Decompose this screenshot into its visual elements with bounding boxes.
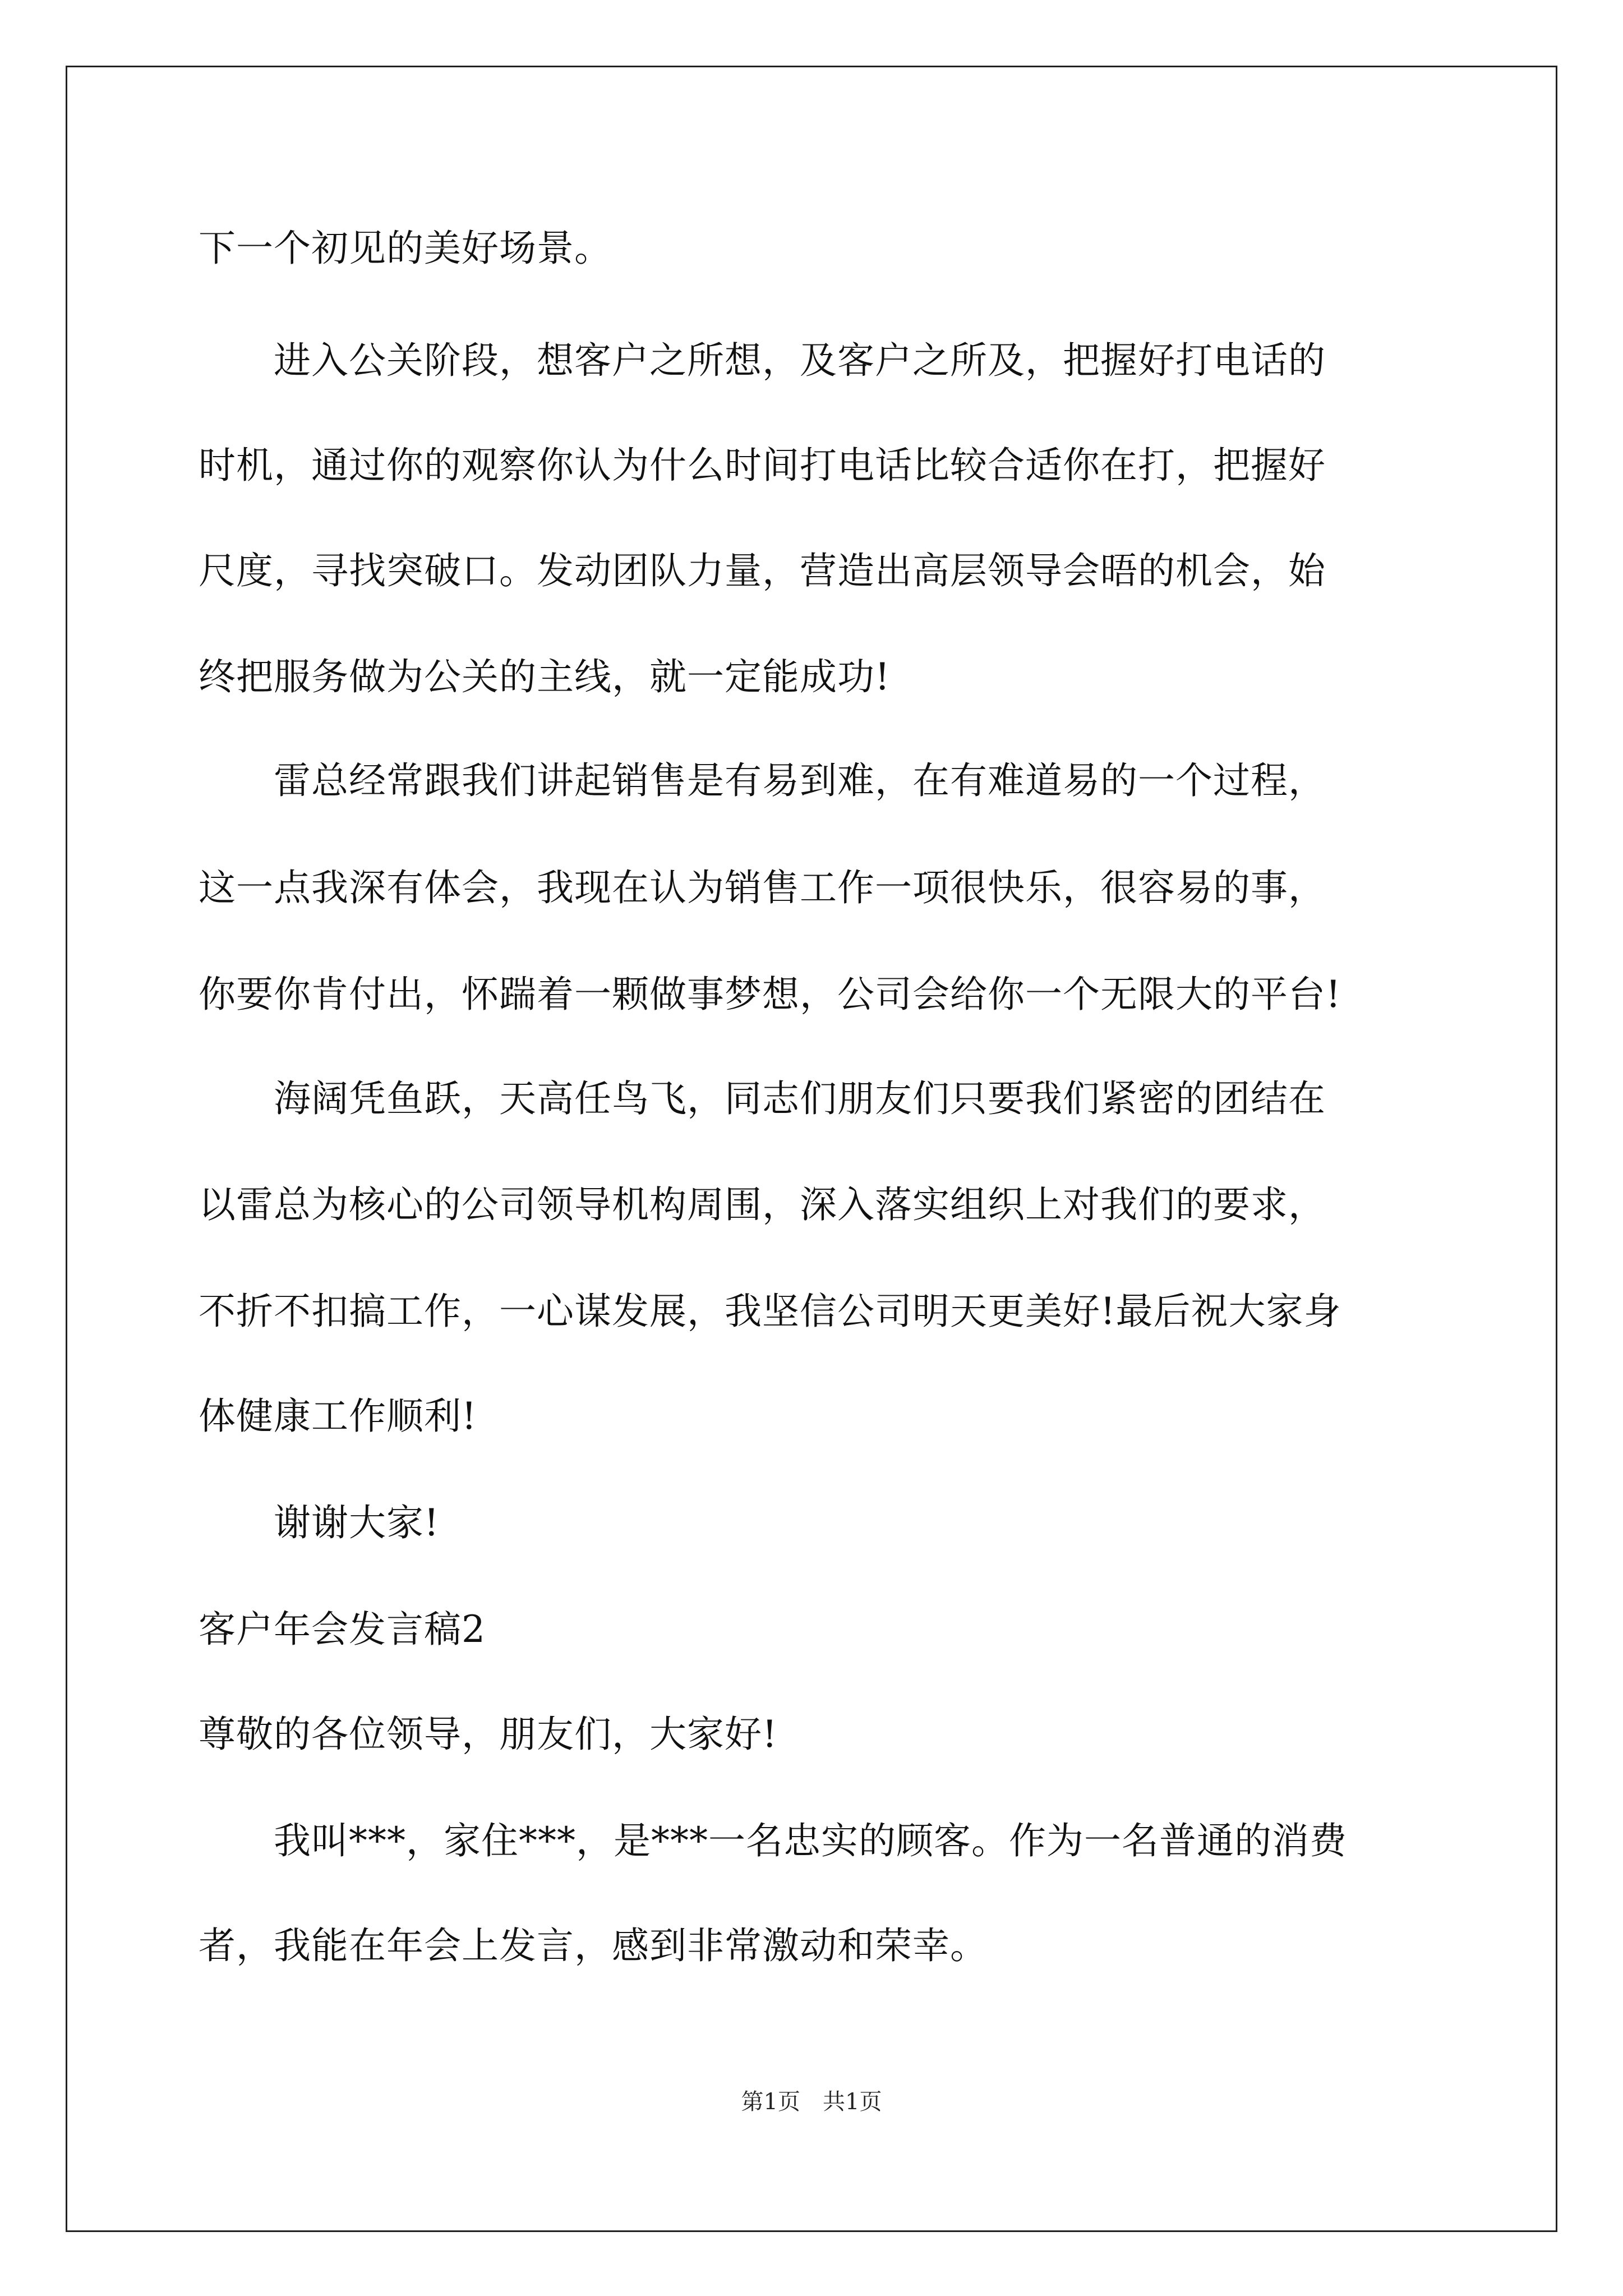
text-line: 我叫***，家住***，是***一名忠实的顾客。作为一名普通的消费 bbox=[199, 1819, 1347, 1862]
text-line: 以雷总为核心的公司领导机构周围，深入落实组织上对我们的要求， bbox=[199, 1183, 1326, 1226]
text-line: 这一点我深有体会，我现在认为销售工作一项很快乐，很容易的事， bbox=[199, 866, 1326, 909]
text-line: 海阔凭鱼跃，天高任鸟飞，同志们朋友们只要我们紧密的团结在 bbox=[199, 1077, 1326, 1120]
text-line: 不折不扣搞工作，一心谋发展，我坚信公司明天更美好!最后祝大家身 bbox=[199, 1290, 1341, 1333]
text-line: 时机，通过你的观察你认为什么时间打电话比较合适你在打，把握好 bbox=[199, 444, 1326, 487]
text-line: 终把服务做为公关的主线，就一定能成功! bbox=[199, 655, 891, 698]
text-line: 体健康工作顺利! bbox=[199, 1395, 477, 1438]
text-line: 进入公关阶段，想客户之所想，及客户之所及，把握好打电话的 bbox=[199, 339, 1326, 382]
text-line: 雷总经常跟我们讲起销售是有易到难，在有难道易的一个过程， bbox=[199, 759, 1326, 802]
text-line: 下一个初见的美好场景。 bbox=[199, 227, 612, 270]
text-line: 者，我能在年会上发言，感到非常激动和荣幸。 bbox=[199, 1924, 988, 1967]
text-line: 你要你肯付出，怀踹着一颗做事梦想，公司会给你一个无限大的平台! bbox=[199, 973, 1341, 1016]
page-border bbox=[66, 66, 1557, 2232]
section-heading: 客户年会发言稿2 bbox=[199, 1608, 486, 1651]
page-footer: 第1页 共1页 bbox=[741, 2089, 882, 2115]
text-line: 尺度，寻找突破口。发动团队力量，营造出高层领导会晤的机会，始 bbox=[199, 549, 1326, 592]
salutation: 尊敬的各位领导，朋友们，大家好! bbox=[199, 1713, 778, 1756]
text-line: 谢谢大家! bbox=[199, 1501, 440, 1544]
